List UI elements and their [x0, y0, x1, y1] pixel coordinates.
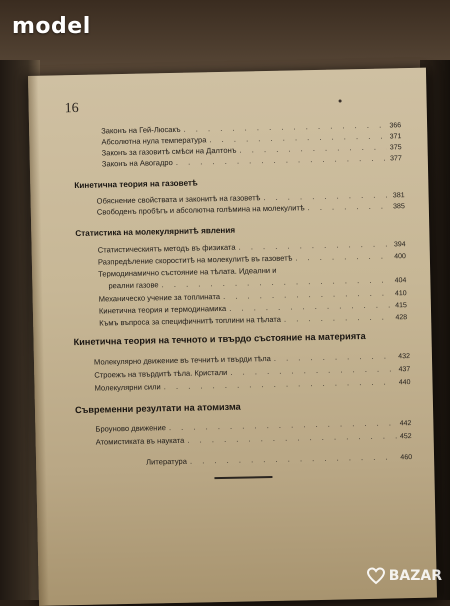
watermark	[366, 566, 442, 586]
leader-dots	[161, 275, 391, 289]
toc-entry-page: 428	[395, 314, 408, 322]
leader-dots	[230, 364, 395, 376]
section-heading: Статистика на молекулярнитѣ явления	[75, 225, 236, 239]
toc-entry-page: 452	[399, 433, 412, 441]
toc-entry-page: 415	[395, 302, 407, 310]
toc-entry-page: 381	[392, 192, 405, 200]
leader-dots	[307, 201, 390, 212]
toc-entry-title: Статистическиятъ методъ въ физиката	[97, 242, 236, 255]
leader-dots	[284, 312, 393, 323]
leader-dots	[164, 377, 396, 391]
toc-entry-literature	[146, 452, 412, 467]
toc-entry-page: 400	[394, 253, 406, 261]
toc-entry-title: Литература	[146, 456, 188, 467]
toc-entry-title: Обяснение свойствата и законитѣ на газоветѣ	[96, 193, 261, 206]
toc-entry-page: 440	[398, 379, 411, 387]
toc-entry-page: 410	[394, 290, 407, 298]
leader-dots	[223, 288, 392, 301]
toc-entry-title: Законъ на Гей-Люсакъ	[101, 124, 181, 136]
toc-entry-page: 432	[398, 353, 411, 361]
toc-entry-title: Строежъ на твърдитѣ тѣла. Кристали	[94, 367, 228, 380]
end-divider	[214, 476, 272, 479]
toc-entry-title: Абсолютна нула температура	[101, 135, 207, 147]
toc-entry-page: 377	[390, 155, 402, 163]
toc-entry-title: Механическо учение за топлината	[98, 292, 221, 304]
page-number: 16	[64, 100, 79, 117]
book-page	[28, 68, 437, 606]
toc-entry-page: 437	[398, 366, 411, 374]
toc-entry-title: реални газове	[108, 280, 159, 291]
leader-dots	[190, 452, 398, 465]
toc-entry-title: Термодинамично състояние на тѣлата. Идеални и	[98, 265, 277, 279]
leader-dots	[263, 190, 390, 202]
toc-entry-page: 442	[399, 420, 412, 428]
toc-entry-page: 371	[389, 133, 402, 141]
toc-entry-page: 385	[393, 203, 405, 211]
section-heading: Съвременни резултати на атомизма	[74, 401, 241, 416]
ink-dot	[339, 99, 342, 102]
section-heading: Кинетична теория на течното и твърдо състояние на материята	[73, 330, 366, 348]
toc-entry-page: 394	[393, 241, 406, 249]
bazar-heart-icon	[366, 566, 386, 586]
toc-entry-title: Броуново движение	[95, 423, 167, 434]
leader-dots	[187, 431, 397, 444]
toc-entry-page: 460	[400, 454, 413, 462]
toc-entry-title: Свободенъ пробѣгъ и абсолютна голѣмина на молекулитѣ	[96, 203, 305, 217]
toc-entry	[96, 431, 412, 447]
toc-entry-title: Молекулярни сили	[94, 382, 161, 393]
section-heading: Кинетична теория на газоветѣ	[74, 178, 198, 191]
toc-entry-page: 366	[389, 122, 402, 130]
leader-dots	[169, 418, 397, 432]
leader-dots	[295, 251, 391, 262]
toc-entry-title: Молекулярно движение въ течнитѣ и твърди тѣла	[93, 353, 271, 367]
toc-entry-title: Разпредѣление скороститѣ на молекулитѣ въ газоветѣ	[97, 253, 293, 267]
leader-dots	[274, 351, 396, 363]
leader-dots	[239, 143, 387, 155]
toc-entry-page: 375	[389, 144, 402, 152]
toc-entry	[94, 377, 410, 393]
toc-entry-title: Кинетична теория и термодинамика	[98, 303, 227, 316]
leader-dots	[229, 300, 392, 312]
leader-dots	[176, 153, 387, 166]
site-logo[interactable]: model	[12, 14, 91, 39]
watermark-text: BAZAR	[388, 568, 442, 584]
toc-entry-title: Къмъ въпроса за специфичнитѣ топлини на тѣлата	[99, 314, 282, 328]
toc-entry-page: 404	[394, 277, 407, 285]
toc-entry-title: Атомистиката въ науката	[95, 435, 185, 447]
toc-entry-title: Законъ на Авогадро	[101, 157, 173, 169]
leader-dots	[238, 239, 391, 251]
toc-entry-title: Законъ за газовитѣ смѣси на Далтонъ	[101, 145, 237, 158]
